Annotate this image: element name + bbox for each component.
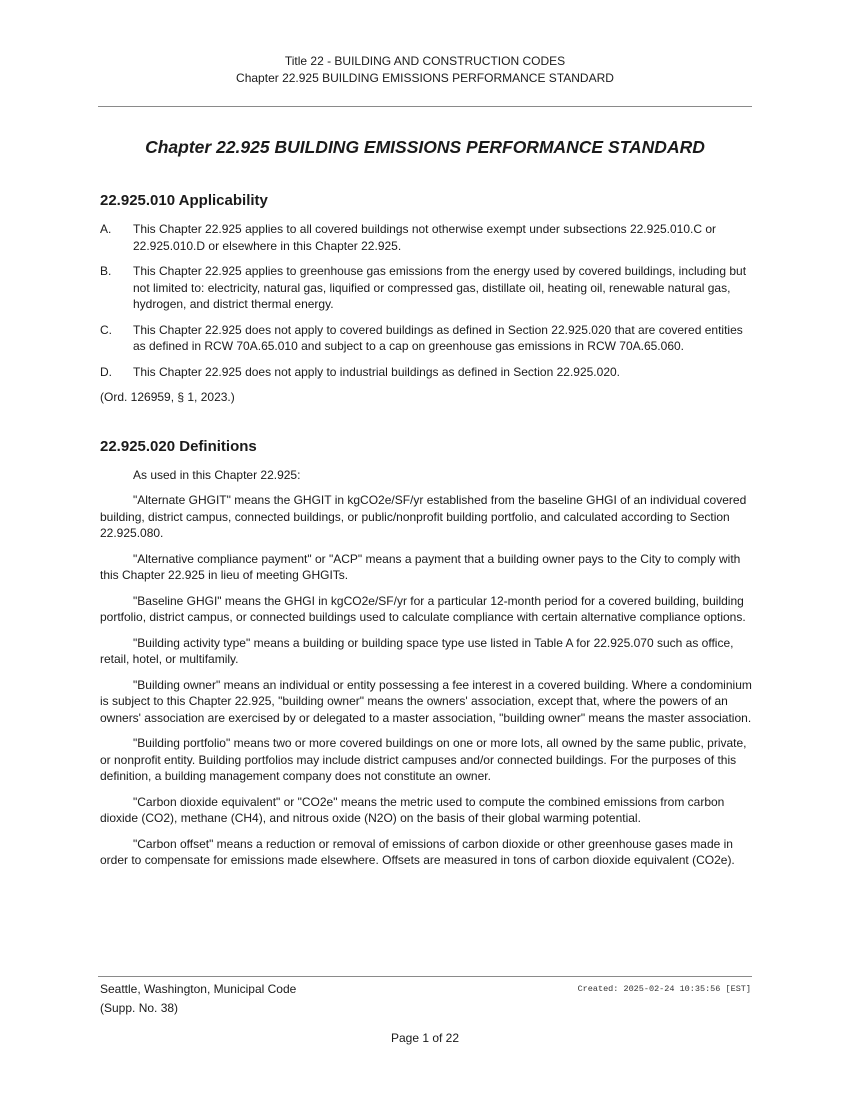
footer-code-name: Seattle, Washington, Municipal Code — [100, 982, 297, 996]
list-item — [100, 322, 752, 355]
ordinance-citation: (Ord. 126959, § 1, 2023.) — [100, 390, 235, 404]
footer-divider — [98, 976, 752, 977]
definition-paragraph: "Alternative compliance payment" or "ACP" means a payment that a building owner pays to the City to comply with this Chapter 22.925 in lieu of meeting GHGITs. — [100, 551, 741, 582]
definition-paragraph: "Building portfolio" means two or more covered buildings on one or more lots, all owned by the same public, private, or nonprofit entity. Building portfolios may include district campuses and/or connected buildings. For the purposes of this definition, a building management company does not constitute an owner. — [100, 736, 747, 783]
running-header — [0, 53, 850, 87]
list-item-text: This Chapter 22.925 does not apply to industrial buildings as defined in Section 22.925.020. — [133, 364, 620, 379]
section-heading-definitions: 22.925.020 Definitions — [100, 437, 257, 455]
list-item-text: This Chapter 22.925 applies to all covered buildings not otherwise exempt under subsections 22.925.010.C or 22.925.010.D or elsewhere in this Chapter 22.925. — [133, 222, 717, 253]
definition-paragraph: "Carbon dioxide equivalent" or "CO2e" means the metric used to compute the combined emissions from carbon dioxide (CO2), methane (CH4), and nitrous oxide (N2O) on the basis of their global warming potential. — [100, 794, 725, 825]
header-chapter: Chapter 22.925 BUILDING EMISSIONS PERFORMANCE STANDARD — [236, 71, 614, 85]
list-item-letter: B. — [100, 264, 112, 278]
section-heading-applicability: 22.925.010 Applicability — [100, 192, 268, 209]
list-item-letter: C. — [100, 322, 112, 337]
list-item — [100, 263, 752, 313]
list-item — [100, 221, 752, 254]
definition-paragraph: "Building owner" means an individual or entity possessing a fee interest in a covered building. Where a condominium is subject to this Chapter 22.925, "building owner" means the owners' association, except that, where the powers of an owners' association are exercised by or delegated to a master association, "building owner" means the master association. — [100, 677, 752, 725]
definition-paragraph: "Building activity type" means a building or building space type use listed in Table A for 22.925.070 such as office, retail, hotel, or multifamily. — [100, 635, 734, 666]
footer-source — [100, 980, 296, 1018]
definition-paragraph: "Alternate GHGIT" means the GHGIT in kgCO2e/SF/yr established from the baseline GHGI of an individual covered building, district campus, connected buildings, or public/nonprofit building portfolio, and calculated according to Section 22.925.080. — [100, 493, 747, 540]
list-item — [100, 364, 752, 381]
list-item-text: This Chapter 22.925 applies to greenhouse gas emissions from the energy used by covered buildings, including but not limited to: electricity, natural gas, liquified or compressed gas, distillate oil, heating oil, renewable natural gas, hydrogen, and district thermal energy. — [133, 264, 747, 311]
definitions-intro: As used in this Chapter 22.925: — [133, 467, 301, 482]
footer-supplement: (Supp. No. 38) — [100, 1001, 179, 1015]
document-body — [100, 192, 752, 878]
footer-created-timestamp: Created: 2025-02-24 10:35:56 [EST] — [577, 984, 751, 994]
list-item-letter: D. — [100, 364, 112, 379]
definition-paragraph: "Carbon offset" means a reduction or removal of emissions of carbon dioxide or other greenhouse gases made in order to compensate for emissions made elsewhere. Offsets are measured in tons of carbon dioxide equivalent (CO2e). — [100, 836, 735, 867]
chapter-title: Chapter 22.925 BUILDING EMISSIONS PERFORMANCE STANDARD — [145, 137, 705, 157]
list-item-text: This Chapter 22.925 does not apply to covered buildings as defined in Section 22.925.020 that are covered entities as defined in RCW 70A.65.010 and subject to a cap on greenhouse gas emissions in RCW 70A.65.060. — [133, 322, 743, 353]
definition-paragraph: "Baseline GHGI" means the GHGI in kgCO2e/SF/yr for a particular 12-month period for a covered building, building portfolio, district campus, or connected buildings used to calculate compliance with certain alternative compliance options. — [100, 593, 746, 624]
header-title: Title 22 - BUILDING AND CONSTRUCTION CODES — [284, 54, 566, 68]
list-item-letter: A. — [100, 222, 112, 236]
header-divider — [98, 106, 752, 107]
page-number: Page 1 of 22 — [390, 1031, 460, 1045]
